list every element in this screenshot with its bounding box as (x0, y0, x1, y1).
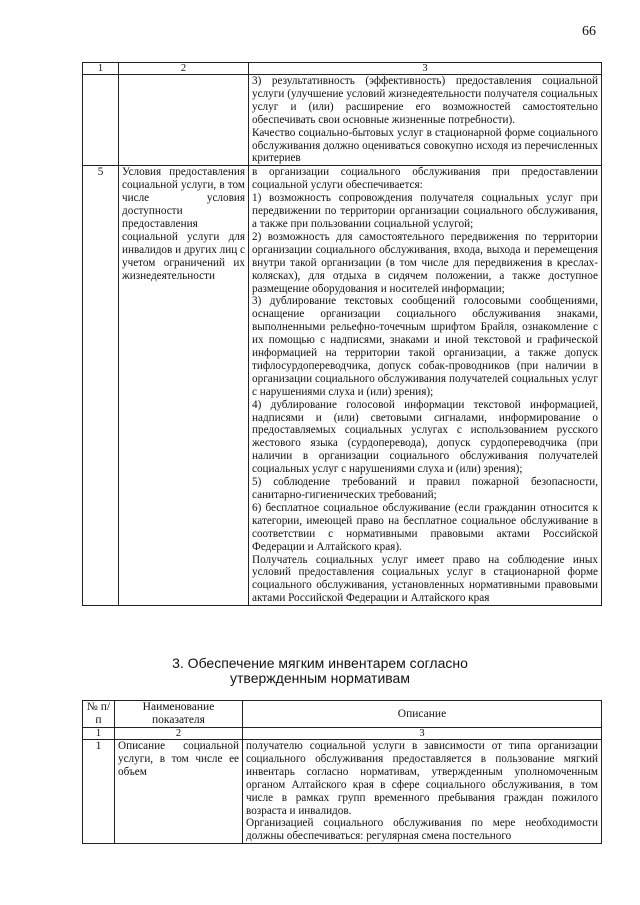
row-number-cell (83, 75, 119, 166)
table-row (83, 740, 602, 844)
description-paragraph: получателю социальной услуги в зависимости от типа организации социального обслуживания предоставляется в пользование мягкий инвентарь согласно нормативам, утвержденным уполномоченным органом Алтайского края в сфере социального обслуживания, в том числе в рамках групп временного пребывания граждан пожилого возраста и инвалидов. (246, 740, 598, 817)
row-name-cell (119, 75, 249, 166)
row-description-cell (249, 166, 602, 606)
row-description-cell (243, 740, 602, 844)
row-name-cell: Условия предоставления социальной услуги, в том числе условия доступности предоставления социальной услуги для инвалидов и других лиц с учетом ограничений их жизнедеятельности (119, 166, 249, 606)
table-row (83, 166, 602, 606)
row-name-cell: Описание социальной услуги, в том числе ее объем (115, 740, 243, 844)
header-number: № п/п (83, 701, 115, 728)
description-paragraph: в организации социального обслуживания при предоставлении социальной услуги обеспечивается: (252, 166, 598, 192)
column-number-1: 1 (83, 728, 115, 740)
section-title (0, 656, 640, 686)
description-paragraph: 1) возможность сопровождения получателя социальных услуг при передвижении по территории организации социального обслуживания, а также при пользовании социальной услугой; (252, 192, 598, 230)
row-description-cell (249, 75, 602, 166)
column-number-2: 2 (119, 63, 249, 75)
section-title-line: утвержденным нормативам (230, 670, 410, 686)
table-row (83, 75, 602, 166)
column-number-row (83, 63, 602, 75)
column-number-3: 3 (249, 63, 602, 75)
description-paragraph: 6) бесплатное социальное обслуживание (если гражданин относится к категории, имеющей право на бесплатное социальное обслуживание в соответствии с нормативными правовыми актами Российской Федерации и Алтайского края). (252, 501, 598, 553)
table-header-row (83, 701, 602, 728)
description-paragraph: 4) дублирование голосовой информации текстовой информацией, надписями и (или) световыми сигналами, информирование о предоставляемых социальных услугах с использованием русского жестового языка (сурдоперевода), допуск сурдопереводчика (при наличии в организации социального обслуживания получателей социальных услуг с нарушениями слуха и (или) зрения); (252, 398, 598, 476)
column-number-2: 2 (115, 728, 243, 740)
column-number-row (83, 728, 602, 740)
description-paragraph: Качество социально-бытовых услуг в стационарной форме социального обслуживания должно оцениваться совокупно исходя из перечисленных критериев (252, 126, 598, 165)
row-number-cell: 1 (83, 740, 115, 844)
service-standard-table (82, 62, 602, 606)
description-paragraph: Организацией социального обслуживания по мере необходимости должны обеспечиваться: регулярная смена постельного (246, 817, 598, 843)
column-number-1: 1 (83, 63, 119, 75)
row-number-cell: 5 (83, 166, 119, 606)
section-title-line: 3. Обеспечение мягким инвентарем согласно (172, 655, 468, 671)
description-paragraph: 5) соблюдение требований и правил пожарной безопасности, санитарно-гигиенических требований; (252, 476, 598, 501)
description-paragraph: 2) возможность для самостоятельного передвижения по территории организации социального обслуживания, входа, выхода и перемещения внутри такой организации (в том числе для передвижения в креслах-колясках), для отдыха в сидячем положении, а также доступное размещение оборудования и носителей информации; (252, 230, 598, 295)
description-paragraph: 3) дублирование текстовых сообщений голосовыми сообщениями, оснащение организации социального обслуживания знаками, выполненными рельефно-точечным шрифтом Брайля, ознакомление с их помощью с надписями, знаками и иной текстовой и графической информацией на территории такой организации, а также допуск тифлосурдопереводчика, допуск собак-проводников (при наличии в организации социального обслуживания получателей социальных услуг с нарушениями слуха и (или) зрения); (252, 295, 598, 398)
description-paragraph: Получатель социальных услуг имеет право на соблюдение иных условий предоставления социальных услуг в стационарной форме социального обслуживания, установленных нормативными правовыми актами Российской Федерации и Алтайского края (252, 553, 598, 605)
soft-inventory-table (82, 700, 602, 844)
page-number: 66 (582, 24, 596, 39)
description-paragraph: 3) результативность (эффективность) предоставления социальной услуги (улучшение условий жизнедеятельности получателя социальных услуг и (или) расширение его возможностей самостоятельно обеспечивать свои основные жизненные потребности). (252, 75, 598, 126)
header-name: Наименование показателя (115, 701, 243, 728)
header-description: Описание (243, 701, 602, 728)
column-number-3: 3 (243, 728, 602, 740)
